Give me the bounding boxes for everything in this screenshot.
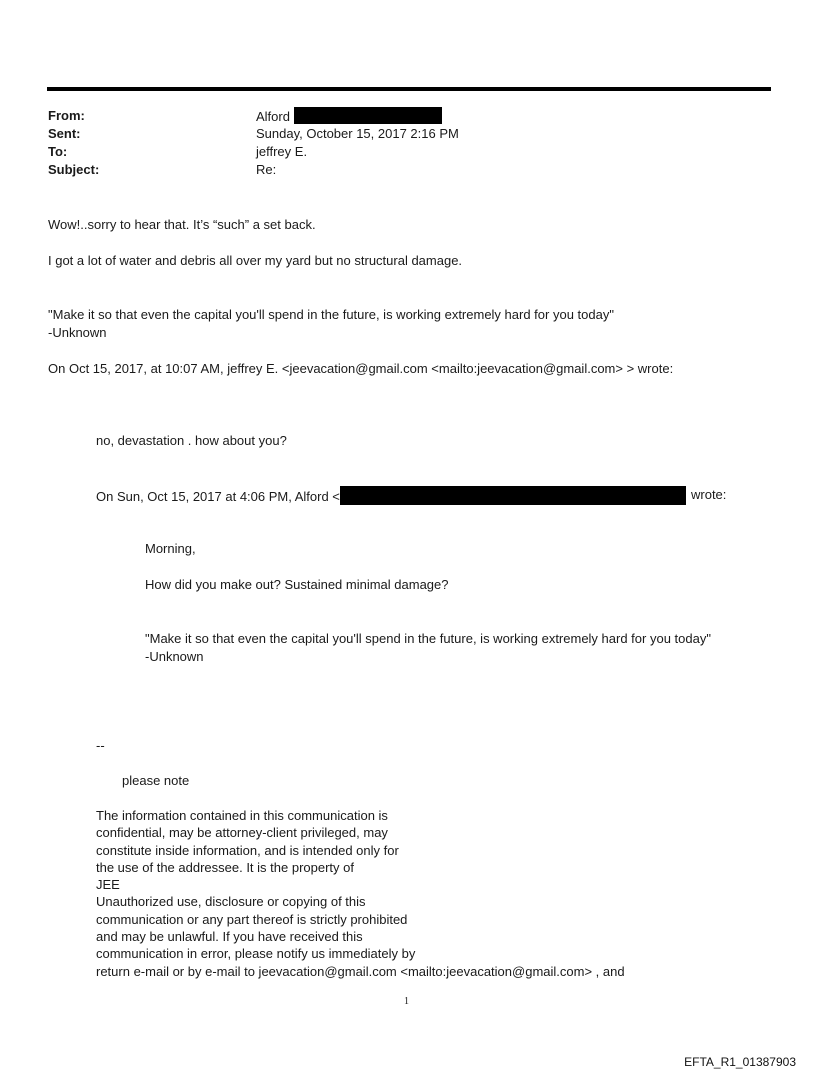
to-label: To:	[48, 144, 68, 159]
disclaimer-line: communication in error, please notify us immediately by	[96, 946, 416, 962]
subject-value: Re:	[256, 162, 277, 177]
page-number: 1	[404, 996, 409, 1007]
redaction-block	[340, 486, 686, 505]
disclaimer-line: The information contained in this communication is	[96, 808, 388, 823]
from-value	[256, 107, 442, 126]
to-value: jeffrey E.	[256, 144, 308, 159]
quote-text: "Make it so that even the capital you'll spend in the future, is working extremely hard for you today"	[48, 307, 614, 322]
document-id: EFTA_R1_01387903	[684, 1055, 796, 1069]
disclaimer-line: return e-mail or by e-mail to jeevacation@gmail.com <mailto:jeevacation@gmail.com> , and	[96, 963, 625, 979]
body-line-2: I got a lot of water and debris all over my yard but no structural damage.	[48, 253, 463, 268]
disclaimer-line: Unauthorized use, disclosure or copying of this	[96, 894, 366, 910]
disclaimer-line: constitute inside information, and is intended only for	[96, 842, 399, 858]
sent-value: Sunday, October 15, 2017 2:16 PM	[256, 126, 459, 141]
disclaimer-line: and may be unlawful. If you have received this	[96, 929, 363, 945]
on-wrote-line: On Oct 15, 2017, at 10:07 AM, jeffrey E. <jeevacation@gmail.com <mailto:jeevacation@gmail.com> > wrote:	[48, 361, 674, 376]
subject-label: Subject:	[48, 162, 100, 177]
greeting-text: Morning,	[145, 541, 196, 556]
disclaimer-line: confidential, may be attorney-client privileged, may	[96, 825, 388, 841]
from-name: Alford	[256, 109, 290, 124]
nested-quote-author: -Unknown	[145, 649, 204, 664]
disclaimer-line: the use of the addressee. It is the property of	[96, 859, 354, 875]
disclaimer-line: communication or any part thereof is strictly prohibited	[96, 911, 408, 927]
body-line-1: Wow!..sorry to hear that. It’s “such” a set back.	[48, 217, 316, 232]
header-rule	[47, 87, 771, 91]
disclaimer-block	[96, 807, 625, 980]
reply-on-line-start: On Sun, Oct 15, 2017 at 4:06 PM, Alford <	[96, 489, 340, 504]
question-text: How did you make out? Sustained minimal damage?	[145, 577, 449, 592]
from-label: From:	[48, 108, 85, 123]
signature-dashes: --	[96, 738, 105, 753]
nested-quote-text: "Make it so that even the capital you'll spend in the future, is working extremely hard for you today"	[145, 631, 711, 646]
redaction-block	[294, 107, 442, 124]
reply-on-wrote-line	[96, 486, 686, 506]
sent-label: Sent:	[48, 126, 81, 141]
disclaimer-line: JEE	[96, 877, 120, 893]
reply-on-line-end: wrote:	[691, 487, 727, 502]
reply-text: no, devastation . how about you?	[96, 433, 287, 448]
note-title: please note	[122, 773, 190, 788]
quote-author: -Unknown	[48, 325, 107, 340]
